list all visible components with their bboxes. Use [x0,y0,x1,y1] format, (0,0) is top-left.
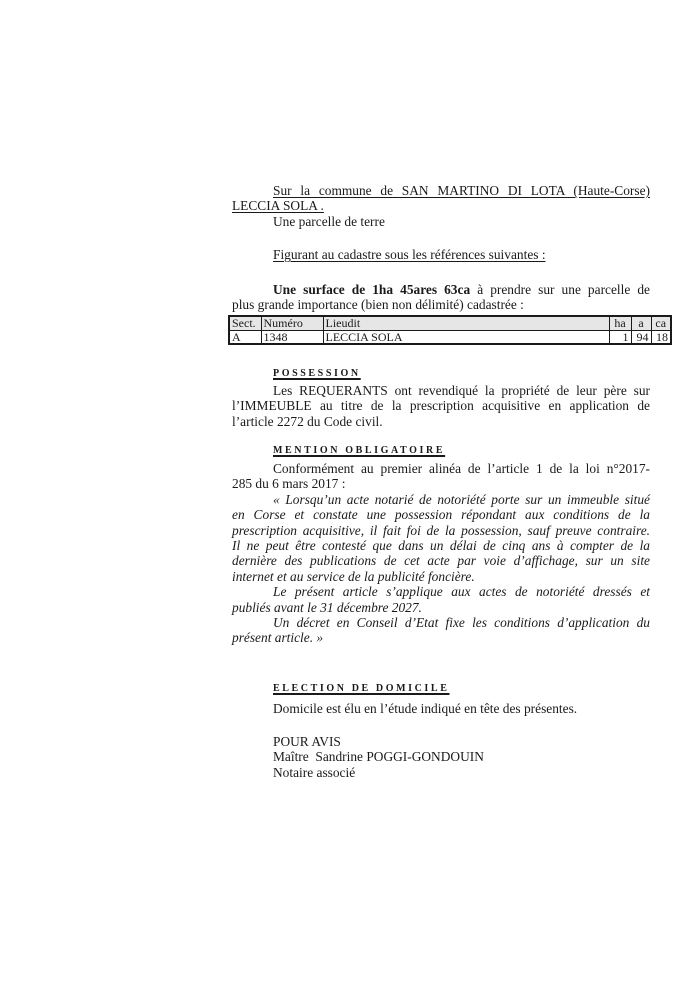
cell-numero: 1348 [261,330,323,344]
possession-line: l’article 2272 du Code civil. [232,413,383,429]
pour-avis: POUR AVIS [273,734,341,749]
surface-block [232,282,650,313]
signature-block [232,734,650,780]
quote-line: Il ne peut être contesté que dans un délai de cinq ans à compter de la [232,537,650,553]
location-block [232,183,650,229]
cadastre-table [228,315,672,345]
quote-line: internet et au service de la publicité foncière. [232,568,475,584]
surface-line-1: Une surface de 1ha 45ares 63ca à prendre sur une parcelle de [273,282,650,297]
possession-line: Les REQUERANTS ont revendiqué la propriété de leur père sur [273,383,650,398]
col-header-sect: Sect. [229,316,261,330]
cell-sect: A [229,330,261,344]
quote-line: « Lorsqu’un acte notarié de notoriété porte sur un immeuble situé [273,491,650,507]
mention-section [232,443,650,646]
cell-ca: 18 [651,330,671,344]
table-row [229,330,671,344]
quote-line: publiés avant le 31 décembre 2027. [232,599,422,615]
election-text: Domicile est élu en l’étude indiqué en tête des présentes. [273,701,578,716]
cadastre-intro-block [232,247,650,262]
cadastre-intro: Figurant au cadastre sous les références suivantes : [273,247,546,262]
lieudit-line: LECCIA SOLA . [232,198,324,214]
mention-heading: MENTION OBLIGATOIRE [273,445,446,456]
quote-line: prescription acquisitive, il fait foi de la possession, sauf preuve contraire. [232,522,650,538]
quote-line: présent article. » [232,630,324,646]
surface-value: Une surface de 1ha 45ares 63ca [273,282,471,297]
notary-name: Maître Sandrine POGGI-GONDOUIN [273,749,484,765]
notary-title: Notaire associé [273,764,356,780]
surface-line-2: plus grande importance (bien non délimité) cadastrée : [232,297,524,313]
table-header-row [229,316,671,330]
col-header-ca: ca [651,316,671,330]
election-section [232,681,650,716]
col-header-numero: Numéro [261,316,323,330]
cell-ha: 1 [609,330,631,344]
quote-line: dernière des publications de cet acte par voie d’affichage, sur un site [232,553,650,569]
mention-intro-line: Conformément au premier alinéa de l’article 1 de la loi n°2017- [273,461,650,476]
parcel-type: Une parcelle de terre [273,213,385,229]
possession-section [232,366,650,429]
col-header-a: a [631,316,651,330]
possession-line: l’IMMEUBLE au titre de la prescription acquisitive en application de [232,398,650,414]
mention-intro-line: 285 du 6 mars 2017 : [232,476,346,492]
cell-a: 94 [631,330,651,344]
quote-line: Un décret en Conseil d’Etat fixe les conditions d’application du [273,614,650,630]
commune-line: Sur la commune de SAN MARTINO DI LOTA (Haute-Corse) [273,183,650,198]
cell-lieudit: LECCIA SOLA [323,330,609,344]
possession-heading: POSSESSION [273,368,361,379]
col-header-lieudit: Lieudit [323,316,609,330]
quote-line: Le présent article s’applique aux actes de notoriété dressés et [273,584,650,600]
election-heading: ELECTION DE DOMICILE [273,683,450,694]
col-header-ha: ha [609,316,631,330]
quote-line: en Corse et constate une possession répondant aux conditions de la [232,507,650,523]
